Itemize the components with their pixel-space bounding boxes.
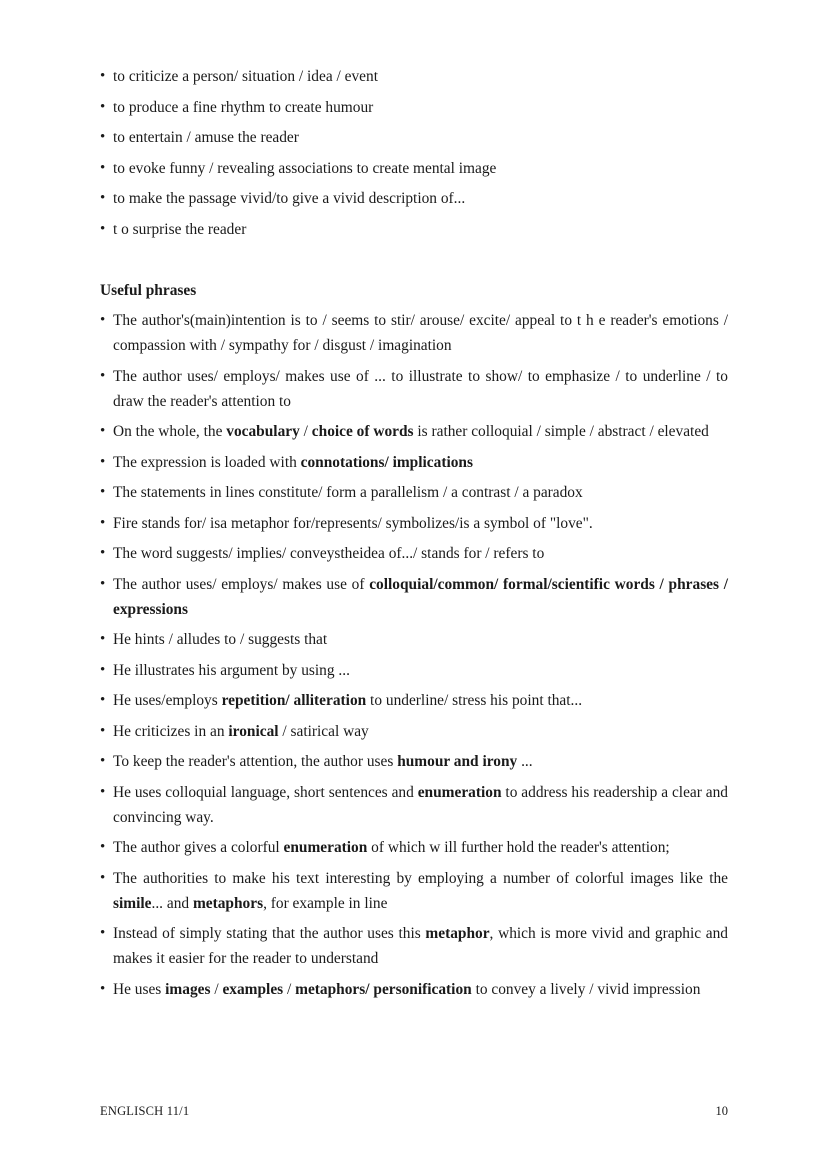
phrase-item: [100, 977, 728, 1002]
phrase-text: , which is more vivid and graphic and makes it easier for the reader to understand: [113, 925, 729, 967]
phrase-text: /: [210, 980, 223, 998]
phrase-item: [100, 835, 728, 860]
phrase-item: [100, 780, 728, 830]
phrase-bold-text: ironical: [228, 722, 279, 740]
phrase-text: The author uses/ employs/ makes use of ... to illustrate to show/ to emphasize / to underline / to draw the reader's attention to: [113, 367, 728, 410]
phrase-item: [100, 719, 728, 744]
phrase-text: to convey a lively / vivid impression: [471, 980, 701, 998]
phrase-text: of which w ill further hold the reader's attention;: [367, 839, 670, 856]
phrase-item: [100, 627, 728, 652]
phrase-text: He hints / alludes to / suggests that: [113, 631, 328, 648]
footer-course-label: ENGLISCH 11/1: [100, 1104, 190, 1118]
phrase-text: is rather colloquial / simple / abstract / elevated: [413, 423, 709, 440]
phrase-bold-text: enumeration: [417, 783, 502, 801]
phrase-text: The authorities to make his text interesting by employing a number of colorful images like the: [113, 869, 728, 887]
phrase-text: He criticizes in an: [113, 722, 229, 740]
phrase-item: [100, 480, 728, 505]
phrase-text: He uses/employs: [113, 692, 222, 709]
phrase-text: The word suggests/ implies/ conveystheidea of.../ stands for / refers to: [113, 545, 545, 562]
intentions-list: [100, 64, 728, 247]
phrase-text: to underline/ stress his point that...: [366, 692, 583, 709]
phrase-text: The author gives a colorful: [113, 839, 284, 856]
phrase-item: [100, 572, 728, 622]
phrase-bold-text: vocabulary: [226, 423, 300, 440]
phrase-bold-text: repetition/ alliteration: [221, 692, 367, 709]
phrase-bold-text: colloquial/common/ formal/scientific words / phrases / expressions: [113, 575, 729, 618]
phrase-item: [100, 866, 728, 916]
phrase-item: [100, 658, 728, 683]
phrase-bold-text: images: [165, 980, 211, 998]
phrase-item: [100, 541, 728, 566]
phrase-text: He illustrates his argument by using ...: [113, 661, 350, 679]
phrase-item: [100, 450, 728, 475]
phrase-text: Instead of simply stating that the author uses this: [113, 925, 426, 942]
phrase-text: ... and: [151, 894, 193, 912]
phrase-text: Fire stands for/ isa metaphor for/represents/ symbolizes/is a symbol of "love".: [113, 514, 593, 532]
list-item: • to evoke funny / revealing associations to create mental image: [100, 156, 728, 181]
phrase-item: [100, 921, 728, 971]
phrase-text: He uses: [113, 980, 166, 998]
useful-phrases-heading: Useful phrases: [100, 282, 197, 299]
footer-page-number: 10: [715, 1104, 728, 1118]
list-item: • t o surprise the reader: [100, 217, 728, 242]
phrase-item: [100, 419, 728, 444]
phrase-bold-text: connotations/ implications: [300, 453, 473, 471]
phrase-bold-text: enumeration: [283, 839, 368, 856]
phrase-text: to address his readership a clear and convincing way.: [113, 783, 728, 826]
list-item: • to entertain / amuse the reader: [100, 125, 728, 150]
phrase-bold-text: personification: [373, 980, 472, 998]
phrase-bold-text: choice of words: [311, 423, 414, 440]
phrase-bold-text: humour and irony: [397, 753, 518, 770]
list-item: • to produce a fine rhythm to create humour: [100, 95, 728, 120]
phrase-item: [100, 364, 728, 414]
phrase-bold-text: metaphors: [192, 894, 264, 912]
phrase-text: The statements in lines constitute/ form a parallelism / a contrast / a paradox: [113, 484, 583, 501]
phrase-item: [100, 688, 728, 713]
phrase-text: On the whole, the: [113, 423, 227, 440]
phrase-text: To keep the reader's attention, the author uses: [113, 753, 398, 770]
phrase-item: [100, 511, 728, 536]
phrase-bold-text: simile: [113, 894, 152, 912]
phrase-item: [100, 308, 728, 358]
phrase-bold-text: metaphor: [425, 925, 490, 942]
phrase-item: [100, 749, 728, 774]
useful-phrases-list: [100, 308, 728, 1007]
phrase-text: ...: [517, 753, 533, 770]
phrase-bold-text: metaphors/: [295, 980, 370, 998]
phrase-text: / satirical way: [278, 722, 369, 740]
phrase-text: , for example in line: [263, 894, 388, 912]
phrase-text: The expression is loaded with: [113, 453, 301, 471]
list-item: • to make the passage vivid/to give a vivid description of...: [100, 186, 728, 211]
phrase-text: /: [299, 423, 312, 440]
phrase-text: He uses colloquial language, short sentences and: [113, 783, 418, 801]
list-item: • to criticize a person/ situation / idea / event: [100, 64, 728, 89]
phrase-text: The author uses/ employs/ makes use of: [113, 575, 370, 593]
phrase-text: /: [283, 980, 296, 998]
phrase-text: The author's(main)intention is to / seems to stir/ arouse/ excite/ appeal to t h e reader's emotions / compassion with / sympathy for / disgust / imagination: [113, 312, 728, 354]
phrase-bold-text: examples: [222, 980, 284, 998]
